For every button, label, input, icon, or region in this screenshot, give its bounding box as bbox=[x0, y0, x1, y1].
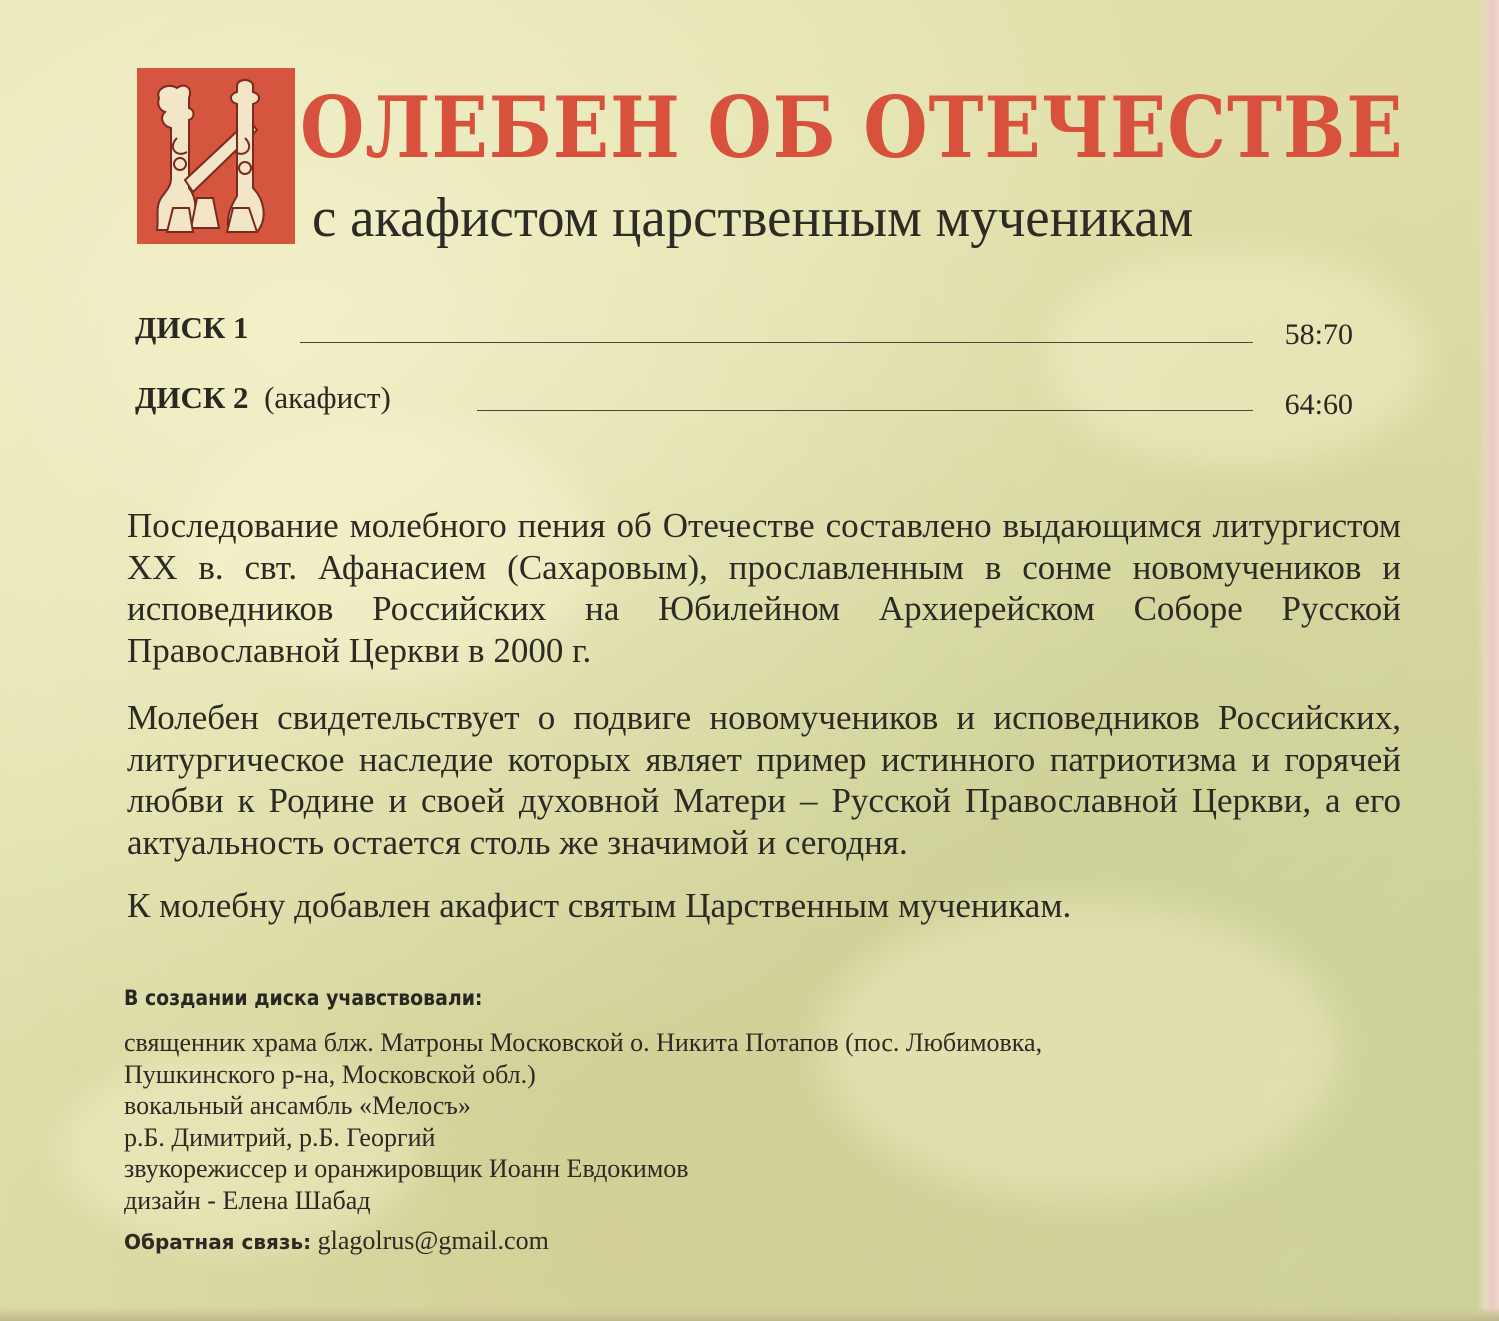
disc-duration: 58:70 bbox=[1284, 318, 1353, 351]
credit-line: р.Б. Димитрий, р.Б. Георгий bbox=[124, 1122, 436, 1152]
cover-edge-right bbox=[1477, 0, 1499, 1321]
ornamental-initial-letter bbox=[137, 68, 295, 244]
feedback-label: Обратная связь: bbox=[124, 1230, 312, 1254]
credits-list bbox=[124, 1027, 1224, 1216]
disc-duration: 64:60 bbox=[1284, 388, 1353, 421]
description-paragraph: Молебен свидетельствует о подвиге новомучеников и исповедников Российских, литургическое наследие которых являет пример истинного патриотизма и горячей любви к Родине и своей духовной Матери – Русской Православной Церкви, а его актуальность остается столь же значимой и сегодня. bbox=[127, 698, 1401, 862]
cover-edge-bottom bbox=[0, 1307, 1499, 1321]
description-paragraph: Последование молебного пения об Отечестве составлено выдающимся литургистом XX в. свт. Афанасием (Сахаровым), прославленным в сонме новомучеников и исповедников Российских на Юбилейном Архиерейском Соборе Русской Православной Церкви в 2000 г. bbox=[127, 506, 1401, 670]
feedback-email[interactable]: glagolrus@gmail.com bbox=[317, 1226, 549, 1255]
description-paragraph: К молебну добавлен акафист святым Царственным мученикам. bbox=[127, 886, 1072, 925]
credit-line: вокальный ансамбль «Мелосъ» bbox=[124, 1091, 471, 1120]
disc-label: ДИСК 2 (акафист) bbox=[135, 380, 391, 415]
credit-line: звукорежиссер и оранжировщик Иоанн Евдокимов bbox=[124, 1154, 689, 1183]
leader-line bbox=[477, 410, 1253, 411]
album-subtitle: с акафистом царственным мученикам bbox=[312, 187, 1194, 249]
album-title: ОЛЕБЕН ОБ ОТЕЧЕСТВЕ bbox=[300, 78, 1404, 177]
disc-label: ДИСК 1 bbox=[135, 310, 249, 345]
credits-heading: В создании диска учавствовали: bbox=[124, 986, 483, 1010]
disc-row bbox=[135, 380, 1353, 420]
feedback-line bbox=[124, 1226, 549, 1256]
credit-line: дизайн - Елена Шабад bbox=[124, 1185, 371, 1215]
disc-note: (акафист) bbox=[264, 380, 391, 415]
disc-row bbox=[135, 310, 1353, 350]
credit-line: Пушкинского р-на, Московской обл.) bbox=[124, 1059, 536, 1089]
leader-line bbox=[300, 342, 1253, 343]
credit-line: священник храма блж. Матроны Московской о. Никита Потапов (пос. Любимовка, bbox=[124, 1028, 1043, 1057]
